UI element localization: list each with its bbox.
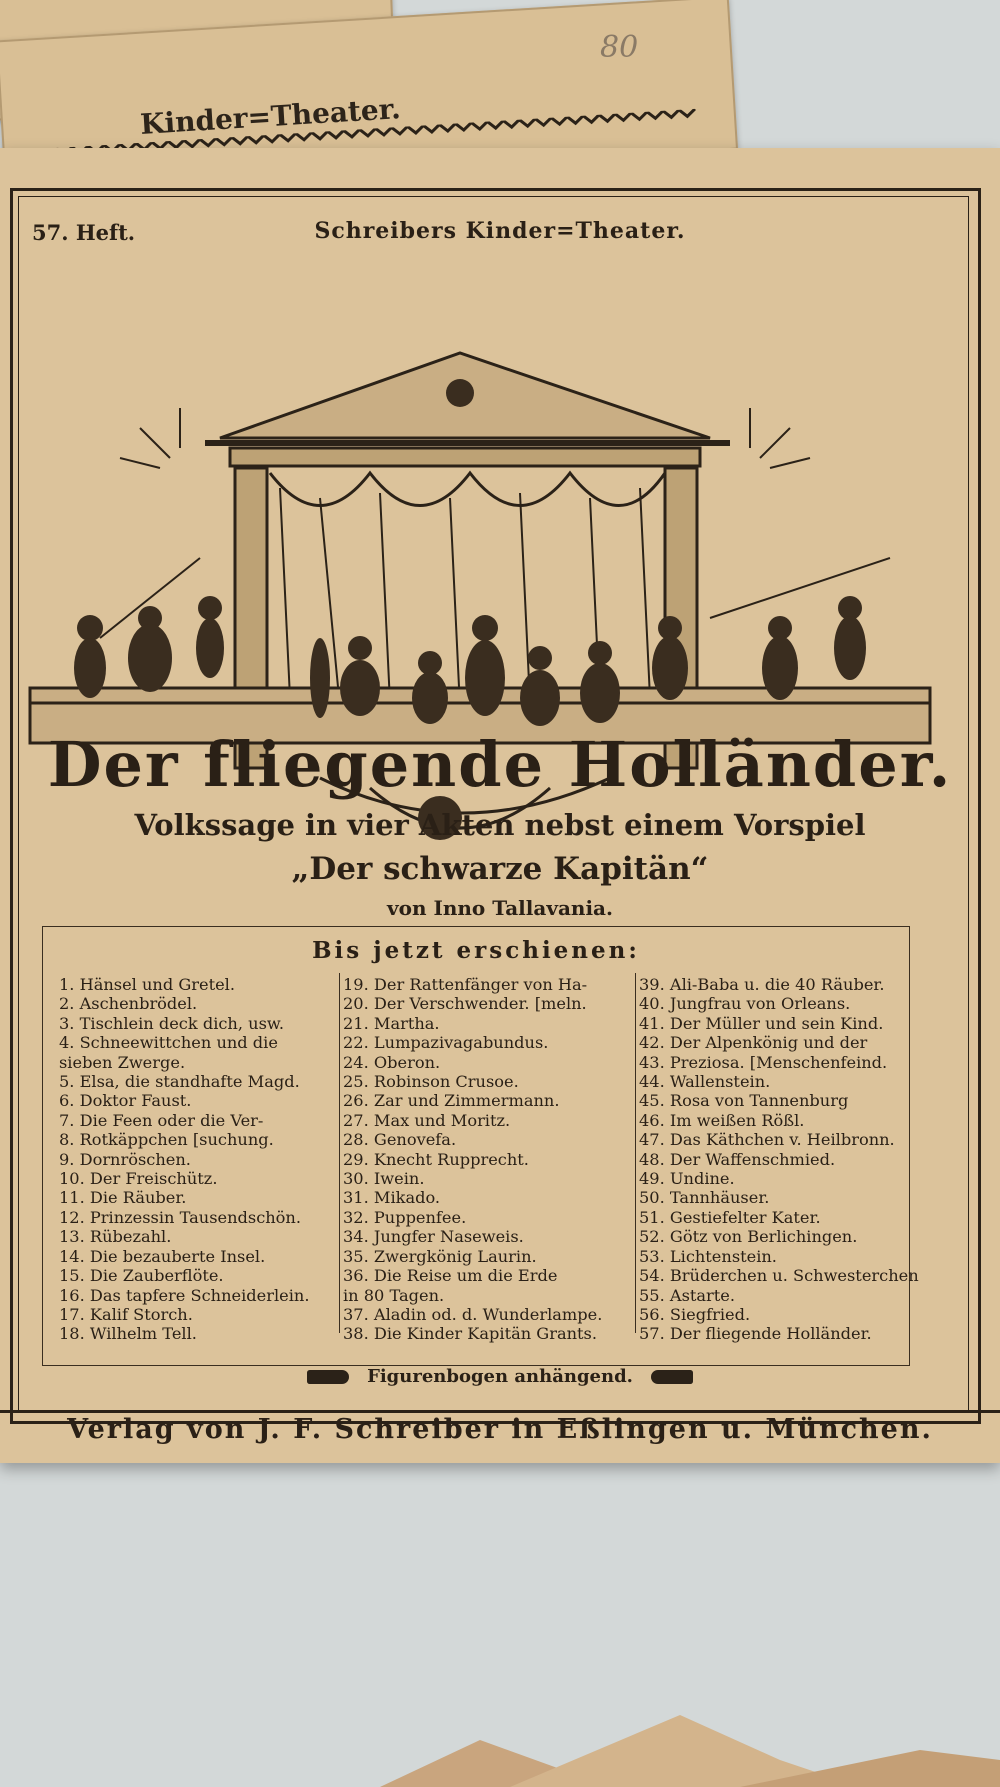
list-item: 48. Der Waffenschmied. [639,1149,836,1169]
publisher-line: Verlag von J. F. Schreiber in Eßlingen u. München. [67,1414,933,1445]
main-title: Der fliegende Holländer. [47,728,953,801]
subtitle-quote: „Der schwarze Kapitän“ [291,851,709,887]
list-item: 3. Tischlein deck dich, usw. [59,1013,284,1033]
list-item: 5. Elsa, die standhafte Magd. [59,1072,300,1092]
list-item: 44. Wallenstein. [639,1072,771,1092]
list-item: 8. Rotkäppchen [suchung. [59,1130,274,1150]
list-item: 49. Undine. [639,1169,735,1189]
list-item: 30. Iwein. [343,1169,425,1189]
list-item: 11. Die Räuber. [59,1188,187,1208]
list-item: 13. Rübezahl. [59,1227,172,1247]
list-item: 31. Mikado. [343,1188,441,1208]
list-item: 39. Ali-Baba u. die 40 Räuber. [639,975,885,994]
list-item: 57. Der fliegende Holländer. [639,1324,872,1344]
list-item: 45. Rosa von Tannenburg [639,1091,849,1111]
list-item: 17. Kalif Storch. [59,1304,193,1324]
list-item: 20. Der Verschwender. [meln. [343,994,587,1014]
list-item: 1. Hänsel und Gretel. [59,975,236,994]
list-heading: Bis jetzt erschienen: [312,937,640,964]
column-divider [635,973,636,1333]
pointing-hand-icon [651,1370,693,1384]
published-titles-box [42,926,919,1366]
list-item: 29. Knecht Rupprecht. [343,1149,529,1169]
list-item: 53. Lichtenstein. [639,1246,777,1266]
list-item: 36. Die Reise um die Erde [343,1266,558,1286]
column-divider [339,973,340,1333]
bottom-rule [0,1410,1000,1413]
titles-column-1 [59,975,339,1344]
list-item: 56. Siegfried. [639,1304,751,1324]
list-item: 52. Götz von Berlichingen. [639,1227,858,1247]
list-item: 41. Der Müller und sein Kind. [639,1013,884,1033]
list-item: 10. Der Freischütz. [59,1169,218,1189]
author: von Inno Tallavania. [387,896,613,920]
list-item: 22. Lumpazivagabundus. [343,1033,549,1053]
list-item: 32. Puppenfee. [343,1207,467,1227]
list-item: 27. Max und Moritz. [343,1110,511,1130]
list-item: 12. Prinzessin Tausendschön. [59,1207,301,1227]
list-item: 26. Zar und Zimmermann. [343,1091,560,1111]
list-item: 55. Astarte. [639,1285,736,1305]
list-item: 37. Aladin od. d. Wunderlampe. [343,1304,603,1324]
booklet-cover [0,148,1000,1463]
list-item: 6. Doktor Faust. [59,1091,192,1111]
list-item: 38. Die Kinder Kapitän Grants. [343,1324,598,1344]
list-item: 51. Gestiefelter Kater. [639,1207,821,1227]
list-item: 40. Jungfrau von Orleans. [639,994,851,1014]
list-item: 15. Die Zauberflöte. [59,1266,224,1286]
list-item: 35. Zwergkönig Laurin. [343,1246,537,1266]
list-item: 46. Im weißen Rößl. [639,1110,805,1130]
pointing-hand-icon [307,1370,349,1384]
list-item: 14. Die bezauberte Insel. [59,1246,266,1266]
figure-sheet-note [0,1366,1000,1387]
list-item: 16. Das tapfere Schneiderlein. [59,1285,310,1305]
list-item: 34. Jungfer Naseweis. [343,1227,524,1247]
issue-number: 57. Heft. [32,220,136,245]
list-item: 19. Der Rattenfänger von Ha- [343,975,588,994]
list-item: 43. Preziosa. [Menschenfeind. [639,1052,888,1072]
list-item: 42. Der Alpenkönig und der [639,1033,868,1053]
list-item: 25. Robinson Crusoe. [343,1072,519,1092]
list-item: sieben Zwerge. [59,1052,186,1072]
floor-cards [360,1700,1000,1787]
list-item: 28. Genovefa. [343,1130,457,1150]
list-item: 47. Das Käthchen v. Heilbronn. [639,1130,895,1150]
list-item: 54. Brüderchen u. Schwesterchen [639,1266,919,1286]
series-title: Schreibers Kinder=Theater. [314,218,686,244]
list-item: 18. Wilhelm Tell. [59,1324,197,1344]
list-item: 9. Dornröschen. [59,1149,191,1169]
list-item: 4. Schneewittchen und die [59,1033,278,1053]
subtitle: Volkssage in vier Akten nebst einem Vorspiel [134,808,866,842]
list-item: 50. Tannhäuser. [639,1188,770,1208]
list-item: in 80 Tagen. [343,1285,445,1305]
titles-column-3 [639,975,919,1344]
list-item: 21. Martha. [343,1013,440,1033]
list-item: 24. Oberon. [343,1052,441,1072]
list-item: 2. Aschenbrödel. [59,994,198,1014]
background-card-number: 80 [600,30,639,65]
background-card-title: Kinder=Theater. [139,92,402,141]
titles-column-2 [343,975,635,1344]
figure-sheet-label: Figurenbogen anhängend. [367,1366,633,1387]
list-item: 7. Die Feen oder die Ver- [59,1110,264,1130]
